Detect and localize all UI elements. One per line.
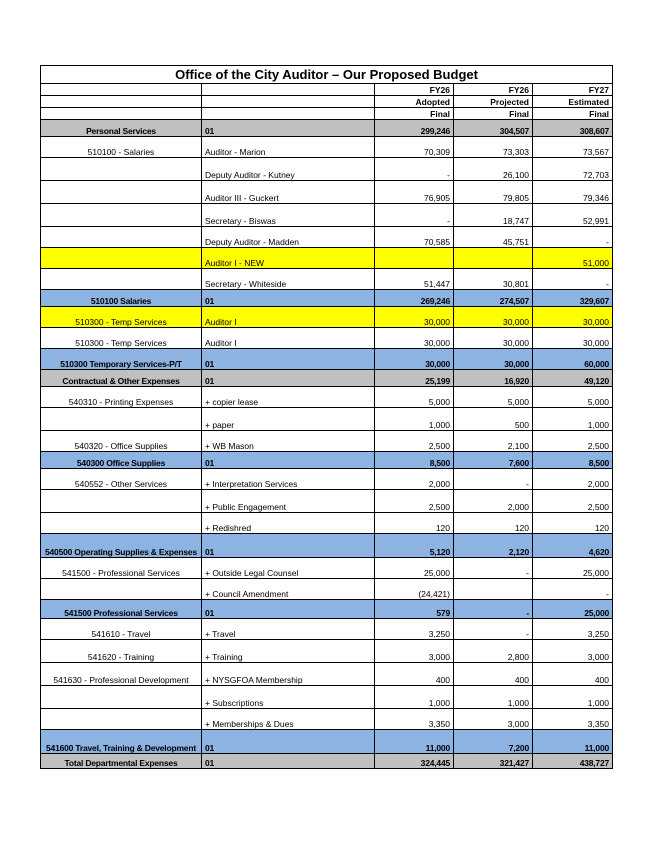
fy27-estimated-cell: 51,000 bbox=[533, 248, 613, 269]
description-cell: + Public Engagement bbox=[202, 490, 375, 513]
table-row bbox=[41, 709, 613, 730]
fy27-estimated-cell: 79,346 bbox=[533, 181, 613, 204]
fy26-adopted-cell: 2,500 bbox=[375, 431, 454, 452]
fy27-estimated-cell: 2,500 bbox=[533, 490, 613, 513]
description-cell: 01 bbox=[202, 600, 375, 619]
account-cell: 541500 Professional Services bbox=[41, 600, 202, 619]
description-cell: + WB Mason bbox=[202, 431, 375, 452]
table-row bbox=[41, 137, 613, 158]
table-row bbox=[41, 730, 613, 754]
description-cell: + Training bbox=[202, 640, 375, 663]
fy26-adopted-cell: 5,120 bbox=[375, 534, 454, 558]
fy26-adopted-cell: 30,000 bbox=[375, 307, 454, 328]
fy27-estimated-cell: 30,000 bbox=[533, 307, 613, 328]
fy26-adopted-cell: 51,447 bbox=[375, 269, 454, 290]
fy26-projected-cell: 120 bbox=[454, 513, 533, 534]
account-cell: 510100 - Salaries bbox=[41, 137, 202, 158]
fy26-adopted-cell bbox=[375, 248, 454, 269]
description-cell: Auditor I bbox=[202, 307, 375, 328]
description-cell: + paper bbox=[202, 408, 375, 431]
column-header: FY27 bbox=[533, 84, 613, 96]
fy26-projected-cell: 3,000 bbox=[454, 709, 533, 730]
table-row bbox=[41, 513, 613, 534]
fy27-estimated-cell: 400 bbox=[533, 663, 613, 686]
budget-table-body bbox=[41, 66, 613, 769]
title-row bbox=[41, 66, 613, 84]
account-cell: 541620 - Training bbox=[41, 640, 202, 663]
description-cell: + Outside Legal Counsel bbox=[202, 558, 375, 579]
fy26-adopted-cell: 2,500 bbox=[375, 490, 454, 513]
account-cell: 541610 - Travel bbox=[41, 619, 202, 640]
fy26-adopted-cell: 76,905 bbox=[375, 181, 454, 204]
table-row bbox=[41, 158, 613, 181]
description-cell: + copier lease bbox=[202, 387, 375, 408]
fy26-projected-cell: 73,303 bbox=[454, 137, 533, 158]
fy26-adopted-cell: 579 bbox=[375, 600, 454, 619]
description-cell: + Memberships & Dues bbox=[202, 709, 375, 730]
column-header: Final bbox=[454, 108, 533, 120]
fy26-adopted-cell: 1,000 bbox=[375, 686, 454, 709]
fy26-adopted-cell: 1,000 bbox=[375, 408, 454, 431]
fy27-estimated-cell: 2,500 bbox=[533, 431, 613, 452]
description-cell: 01 bbox=[202, 534, 375, 558]
account-cell: 541500 - Professional Services bbox=[41, 558, 202, 579]
column-header: Estimated bbox=[533, 96, 613, 108]
fy27-estimated-cell: 4,620 bbox=[533, 534, 613, 558]
fy27-estimated-cell: 49,120 bbox=[533, 370, 613, 387]
account-cell: 541600 Travel, Training & Development bbox=[41, 730, 202, 754]
fy26-adopted-cell: 11,000 bbox=[375, 730, 454, 754]
account-cell: 510300 Temporary Services-P/T bbox=[41, 349, 202, 370]
fy26-projected-cell: - bbox=[454, 469, 533, 490]
description-cell: + Interpretation Services bbox=[202, 469, 375, 490]
account-cell bbox=[41, 248, 202, 269]
table-row bbox=[41, 452, 613, 469]
header-row bbox=[41, 108, 613, 120]
table-row bbox=[41, 181, 613, 204]
account-cell bbox=[41, 579, 202, 600]
fy26-projected-cell: 45,751 bbox=[454, 227, 533, 248]
table-row bbox=[41, 408, 613, 431]
column-header: Final bbox=[375, 108, 454, 120]
table-row bbox=[41, 579, 613, 600]
fy27-estimated-cell: 73,567 bbox=[533, 137, 613, 158]
account-cell: Contractual & Other Expenses bbox=[41, 370, 202, 387]
fy27-estimated-cell: 25,000 bbox=[533, 600, 613, 619]
fy27-estimated-cell: 3,250 bbox=[533, 619, 613, 640]
column-header bbox=[202, 84, 375, 96]
fy26-projected-cell: 7,600 bbox=[454, 452, 533, 469]
table-row bbox=[41, 558, 613, 579]
fy26-adopted-cell: 30,000 bbox=[375, 349, 454, 370]
fy26-adopted-cell: 269,246 bbox=[375, 290, 454, 307]
column-header bbox=[41, 96, 202, 108]
table-row bbox=[41, 619, 613, 640]
account-cell: 540500 Operating Supplies & Expenses bbox=[41, 534, 202, 558]
fy27-estimated-cell: 60,000 bbox=[533, 349, 613, 370]
header-row bbox=[41, 84, 613, 96]
column-header: Adopted bbox=[375, 96, 454, 108]
account-cell bbox=[41, 513, 202, 534]
fy26-adopted-cell: 25,000 bbox=[375, 558, 454, 579]
description-cell: Deputy Auditor - Madden bbox=[202, 227, 375, 248]
account-cell: 541630 - Professional Development bbox=[41, 663, 202, 686]
account-cell bbox=[41, 204, 202, 227]
fy27-estimated-cell: - bbox=[533, 227, 613, 248]
description-cell: 01 bbox=[202, 349, 375, 370]
account-cell: Total Departmental Expenses bbox=[41, 754, 202, 769]
description-cell: Auditor I - NEW bbox=[202, 248, 375, 269]
table-row bbox=[41, 307, 613, 328]
fy26-projected-cell bbox=[454, 579, 533, 600]
account-cell: Personal Services bbox=[41, 120, 202, 137]
table-row bbox=[41, 204, 613, 227]
fy26-projected-cell: 500 bbox=[454, 408, 533, 431]
description-cell: 01 bbox=[202, 120, 375, 137]
fy26-adopted-cell: 5,000 bbox=[375, 387, 454, 408]
fy26-adopted-cell: 70,585 bbox=[375, 227, 454, 248]
description-cell: Deputy Auditor - Kutney bbox=[202, 158, 375, 181]
description-cell: + Redishred bbox=[202, 513, 375, 534]
fy26-projected-cell: 30,000 bbox=[454, 328, 533, 349]
fy27-estimated-cell: 5,000 bbox=[533, 387, 613, 408]
fy26-projected-cell bbox=[454, 248, 533, 269]
fy27-estimated-cell: 3,000 bbox=[533, 640, 613, 663]
account-cell: 510300 - Temp Services bbox=[41, 307, 202, 328]
fy27-estimated-cell: 1,000 bbox=[533, 686, 613, 709]
table-row bbox=[41, 686, 613, 709]
fy26-adopted-cell: 324,445 bbox=[375, 754, 454, 769]
table-row bbox=[41, 387, 613, 408]
account-cell bbox=[41, 158, 202, 181]
account-cell bbox=[41, 686, 202, 709]
description-cell: + Council Amendment bbox=[202, 579, 375, 600]
fy26-projected-cell: 2,100 bbox=[454, 431, 533, 452]
page-title: Office of the City Auditor – Our Proposed Budget bbox=[41, 66, 613, 84]
table-row bbox=[41, 248, 613, 269]
account-cell bbox=[41, 269, 202, 290]
account-cell bbox=[41, 709, 202, 730]
fy27-estimated-cell: 329,607 bbox=[533, 290, 613, 307]
fy26-projected-cell: 30,801 bbox=[454, 269, 533, 290]
fy27-estimated-cell: 120 bbox=[533, 513, 613, 534]
fy27-estimated-cell: 3,350 bbox=[533, 709, 613, 730]
fy26-adopted-cell: 3,350 bbox=[375, 709, 454, 730]
column-header bbox=[202, 96, 375, 108]
table-row bbox=[41, 640, 613, 663]
table-row bbox=[41, 754, 613, 769]
fy26-projected-cell: 2,000 bbox=[454, 490, 533, 513]
account-cell: 540310 - Printing Expenses bbox=[41, 387, 202, 408]
fy26-projected-cell: 16,920 bbox=[454, 370, 533, 387]
table-row bbox=[41, 349, 613, 370]
fy27-estimated-cell: - bbox=[533, 579, 613, 600]
fy27-estimated-cell: 308,607 bbox=[533, 120, 613, 137]
fy27-estimated-cell: 52,991 bbox=[533, 204, 613, 227]
description-cell: + NYSGFOA Membership bbox=[202, 663, 375, 686]
account-cell: 540552 - Other Services bbox=[41, 469, 202, 490]
description-cell: 01 bbox=[202, 730, 375, 754]
fy26-adopted-cell: - bbox=[375, 158, 454, 181]
fy26-projected-cell: 79,805 bbox=[454, 181, 533, 204]
description-cell: 01 bbox=[202, 370, 375, 387]
fy26-projected-cell: 7,200 bbox=[454, 730, 533, 754]
table-row bbox=[41, 600, 613, 619]
description-cell: + Travel bbox=[202, 619, 375, 640]
column-header: FY26 bbox=[375, 84, 454, 96]
fy26-projected-cell: 18,747 bbox=[454, 204, 533, 227]
table-row bbox=[41, 269, 613, 290]
account-cell bbox=[41, 227, 202, 248]
fy26-projected-cell: 274,507 bbox=[454, 290, 533, 307]
fy26-adopted-cell: 3,000 bbox=[375, 640, 454, 663]
fy27-estimated-cell: 8,500 bbox=[533, 452, 613, 469]
fy26-projected-cell: 5,000 bbox=[454, 387, 533, 408]
account-cell: 540300 Office Supplies bbox=[41, 452, 202, 469]
column-header: Projected bbox=[454, 96, 533, 108]
fy26-projected-cell: 2,800 bbox=[454, 640, 533, 663]
fy26-projected-cell: 30,000 bbox=[454, 349, 533, 370]
column-header bbox=[41, 108, 202, 120]
fy27-estimated-cell: 72,703 bbox=[533, 158, 613, 181]
column-header bbox=[202, 108, 375, 120]
fy26-adopted-cell: 8,500 bbox=[375, 452, 454, 469]
table-row bbox=[41, 534, 613, 558]
account-cell bbox=[41, 490, 202, 513]
fy26-projected-cell: 400 bbox=[454, 663, 533, 686]
account-cell: 510300 - Temp Services bbox=[41, 328, 202, 349]
fy26-projected-cell: 2,120 bbox=[454, 534, 533, 558]
fy26-projected-cell: 321,427 bbox=[454, 754, 533, 769]
fy27-estimated-cell: - bbox=[533, 269, 613, 290]
account-cell: 540320 - Office Supplies bbox=[41, 431, 202, 452]
table-row bbox=[41, 469, 613, 490]
fy27-estimated-cell: 2,000 bbox=[533, 469, 613, 490]
table-row bbox=[41, 120, 613, 137]
table-row bbox=[41, 290, 613, 307]
fy26-projected-cell: 30,000 bbox=[454, 307, 533, 328]
description-cell: 01 bbox=[202, 754, 375, 769]
table-row bbox=[41, 328, 613, 349]
account-cell bbox=[41, 408, 202, 431]
description-cell: + Subscriptions bbox=[202, 686, 375, 709]
account-cell: 510100 Salaries bbox=[41, 290, 202, 307]
description-cell: Auditor III - Guckert bbox=[202, 181, 375, 204]
budget-table bbox=[40, 65, 613, 769]
description-cell: 01 bbox=[202, 290, 375, 307]
fy26-adopted-cell: 120 bbox=[375, 513, 454, 534]
fy26-adopted-cell: 299,246 bbox=[375, 120, 454, 137]
description-cell: Auditor - Marion bbox=[202, 137, 375, 158]
fy26-projected-cell: 1,000 bbox=[454, 686, 533, 709]
description-cell: Auditor I bbox=[202, 328, 375, 349]
fy26-adopted-cell: 3,250 bbox=[375, 619, 454, 640]
description-cell: Secretary - Biswas bbox=[202, 204, 375, 227]
account-cell bbox=[41, 181, 202, 204]
column-header bbox=[41, 84, 202, 96]
fy26-adopted-cell: 30,000 bbox=[375, 328, 454, 349]
fy27-estimated-cell: 25,000 bbox=[533, 558, 613, 579]
fy26-adopted-cell: 2,000 bbox=[375, 469, 454, 490]
table-row bbox=[41, 370, 613, 387]
header-row bbox=[41, 96, 613, 108]
fy27-estimated-cell: 438,727 bbox=[533, 754, 613, 769]
fy26-adopted-cell: 70,309 bbox=[375, 137, 454, 158]
fy26-adopted-cell: - bbox=[375, 204, 454, 227]
fy27-estimated-cell: 11,000 bbox=[533, 730, 613, 754]
description-cell: 01 bbox=[202, 452, 375, 469]
fy27-estimated-cell: 1,000 bbox=[533, 408, 613, 431]
fy26-projected-cell: - bbox=[454, 619, 533, 640]
table-row bbox=[41, 431, 613, 452]
column-header: Final bbox=[533, 108, 613, 120]
fy27-estimated-cell: 30,000 bbox=[533, 328, 613, 349]
fy26-adopted-cell: 400 bbox=[375, 663, 454, 686]
fy26-projected-cell: - bbox=[454, 600, 533, 619]
table-row bbox=[41, 663, 613, 686]
fy26-adopted-cell: (24,421) bbox=[375, 579, 454, 600]
table-row bbox=[41, 490, 613, 513]
fy26-projected-cell: - bbox=[454, 558, 533, 579]
fy26-projected-cell: 26,100 bbox=[454, 158, 533, 181]
description-cell: Secretary - Whiteside bbox=[202, 269, 375, 290]
fy26-projected-cell: 304,507 bbox=[454, 120, 533, 137]
table-row bbox=[41, 227, 613, 248]
fy26-adopted-cell: 25,199 bbox=[375, 370, 454, 387]
column-header: FY26 bbox=[454, 84, 533, 96]
